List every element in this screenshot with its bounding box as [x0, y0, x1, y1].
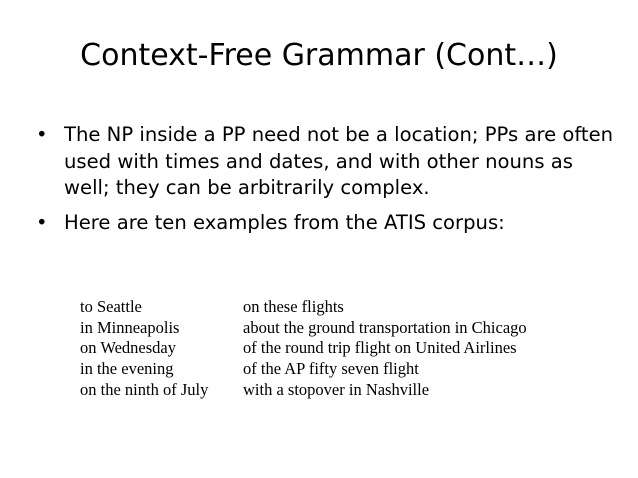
example-phrase: on Wednesday	[80, 338, 176, 358]
examples-row	[80, 318, 527, 339]
example-phrase: of the AP fifty seven flight	[243, 359, 419, 379]
bullet-text: The NP inside a PP need not be a location; PPs are often used with times and dates, and with other nouns as well; they can be arbitrarily complex.	[64, 123, 614, 199]
example-phrase: on these flights	[243, 297, 344, 316]
examples-row	[80, 297, 527, 318]
bullet-item	[36, 122, 616, 202]
example-phrase: with a stopover in Nashville	[243, 379, 430, 399]
slide-title: Context-Free Grammar (Cont…)	[80, 38, 558, 73]
bullet-list	[36, 122, 616, 244]
example-phrase: to Seattle	[80, 297, 142, 316]
example-phrase: on the ninth of July	[80, 379, 209, 399]
example-phrase: in the evening	[80, 359, 174, 379]
examples-row	[80, 359, 527, 380]
examples-table	[80, 297, 527, 401]
bullet-item	[36, 210, 616, 237]
example-phrase: about the ground transportation in Chicago	[243, 317, 527, 337]
examples-row	[80, 338, 527, 359]
examples-row	[80, 380, 527, 401]
example-phrase: in Minneapolis	[80, 317, 180, 337]
bullet-text: Here are ten examples from the ATIS corpus:	[64, 210, 505, 234]
bullet-dot-icon: •	[36, 123, 48, 146]
example-phrase: of the round trip flight on United Airlines	[243, 338, 517, 358]
bullet-dot-icon: •	[36, 210, 48, 234]
